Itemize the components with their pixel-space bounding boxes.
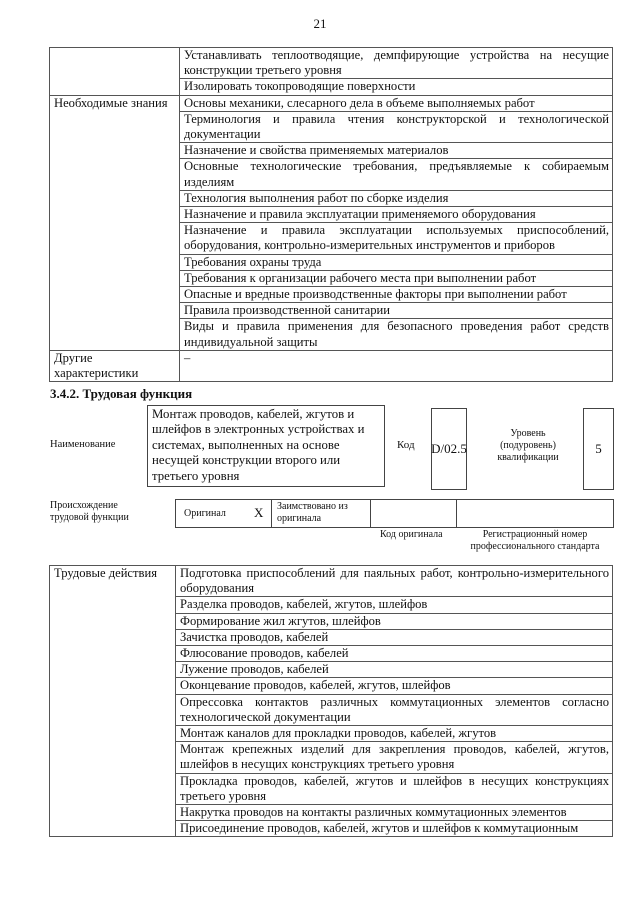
list-item: Требования охраны труда — [180, 254, 613, 270]
list-item: Подготовка приспособлений для паяльных работ, контрольно-измерительного оборудования — [176, 566, 613, 597]
list-item: Назначение и правила эксплуатации применяемого оборудования — [180, 207, 613, 223]
list-item: Прокладка проводов, кабелей, жгутов и шлейфов в несущих конструкциях третьего уровня — [176, 773, 613, 804]
table-row — [50, 350, 613, 381]
name-label: Наименование — [50, 439, 116, 450]
qualification-level: 5 — [583, 408, 614, 490]
original-mark: X — [254, 505, 264, 520]
list-item: Присоединение проводов, кабелей, жгутов и шлейфов к коммутационным — [176, 821, 613, 837]
level-label: Уровень (подуровень) квалификации — [497, 428, 559, 463]
list-item: Лужение проводов, кабелей — [176, 662, 613, 678]
table-row — [50, 95, 613, 111]
list-item: Накрутка проводов на контакты различных коммутационных элементов — [176, 805, 613, 821]
row-label: Другие характеристики — [50, 350, 180, 381]
list-item: Формирование жил жгутов, шлейфов — [176, 613, 613, 629]
list-item: Опрессовка контактов различных коммутационных элементов согласно технологической документации — [176, 694, 613, 725]
list-item: Разделка проводов, кабелей, жгутов, шлейфов — [176, 597, 613, 613]
list-item: Требования к организации рабочего места при выполнении работ — [180, 270, 613, 286]
list-item: Оконцевание проводов, кабелей, жгутов, шлейфов — [176, 678, 613, 694]
origin-table — [175, 499, 614, 528]
list-item: Монтаж каналов для прокладки проводов, кабелей, жгутов — [176, 726, 613, 742]
list-item: Назначение и свойства применяемых материалов — [180, 143, 613, 159]
original-label: Оригинал — [184, 508, 226, 519]
labor-actions-table — [49, 565, 613, 837]
list-item: Основные технологические требования, предъявляемые к собираемым изделиям — [180, 159, 613, 190]
row-label: Необходимые знания — [50, 95, 180, 350]
list-item: Устанавливать теплоотводящие, демпфирующие устройства на несущие конструкции третьего уровня — [180, 48, 613, 79]
table-row — [50, 566, 613, 597]
reg-number-caption: Регистрационный номер профессионального стандарта — [470, 529, 600, 552]
list-item: Основы механики, слесарного дела в объеме выполняемых работ — [180, 95, 613, 111]
list-item: Назначение и правила эксплуатации используемых приспособлений, оборудования, контрольно-измерительных инструментов и приборов — [180, 223, 613, 254]
knowledge-table — [49, 47, 613, 382]
row-label: Трудовые действия — [50, 566, 176, 837]
function-name: Монтаж проводов, кабелей, жгутов и шлейфов в электронных устройствах и системах, выполненных на основе несущей конструкции второго или третьего уровня — [147, 405, 385, 487]
list-item: Терминология и правила чтения конструкторской и технологической документации — [180, 111, 613, 142]
table-row — [50, 48, 613, 79]
page-number: 21 — [313, 16, 327, 31]
borrowed-label: Заимствовано из оригинала — [277, 501, 348, 524]
origin-label: Происхождение трудовой функции — [50, 500, 129, 523]
list-item: Правила производственной санитарии — [180, 303, 613, 319]
list-item: Виды и правила применения для безопасного проведения работ средств индивидуальной защиты — [180, 319, 613, 350]
list-item: Монтаж крепежных изделий для закрепления проводов, кабелей, жгутов, шлейфов в несущих конструкциях третьего уровня — [176, 742, 613, 773]
code-label: Код — [397, 439, 415, 451]
list-item: – — [180, 350, 613, 381]
code-original-caption: Код оригинала — [380, 529, 443, 540]
list-item: Опасные и вредные производственные факторы при выполнении работ — [180, 287, 613, 303]
function-code: D/02.5 — [431, 408, 467, 490]
section-title: 3.4.2. Трудовая функция — [50, 386, 193, 401]
list-item: Зачистка проводов, кабелей — [176, 629, 613, 645]
row-label — [50, 48, 180, 96]
list-item: Изолировать токопроводящие поверхности — [180, 79, 613, 95]
list-item: Флюсование проводов, кабелей — [176, 646, 613, 662]
list-item: Технология выполнения работ по сборке изделия — [180, 190, 613, 206]
